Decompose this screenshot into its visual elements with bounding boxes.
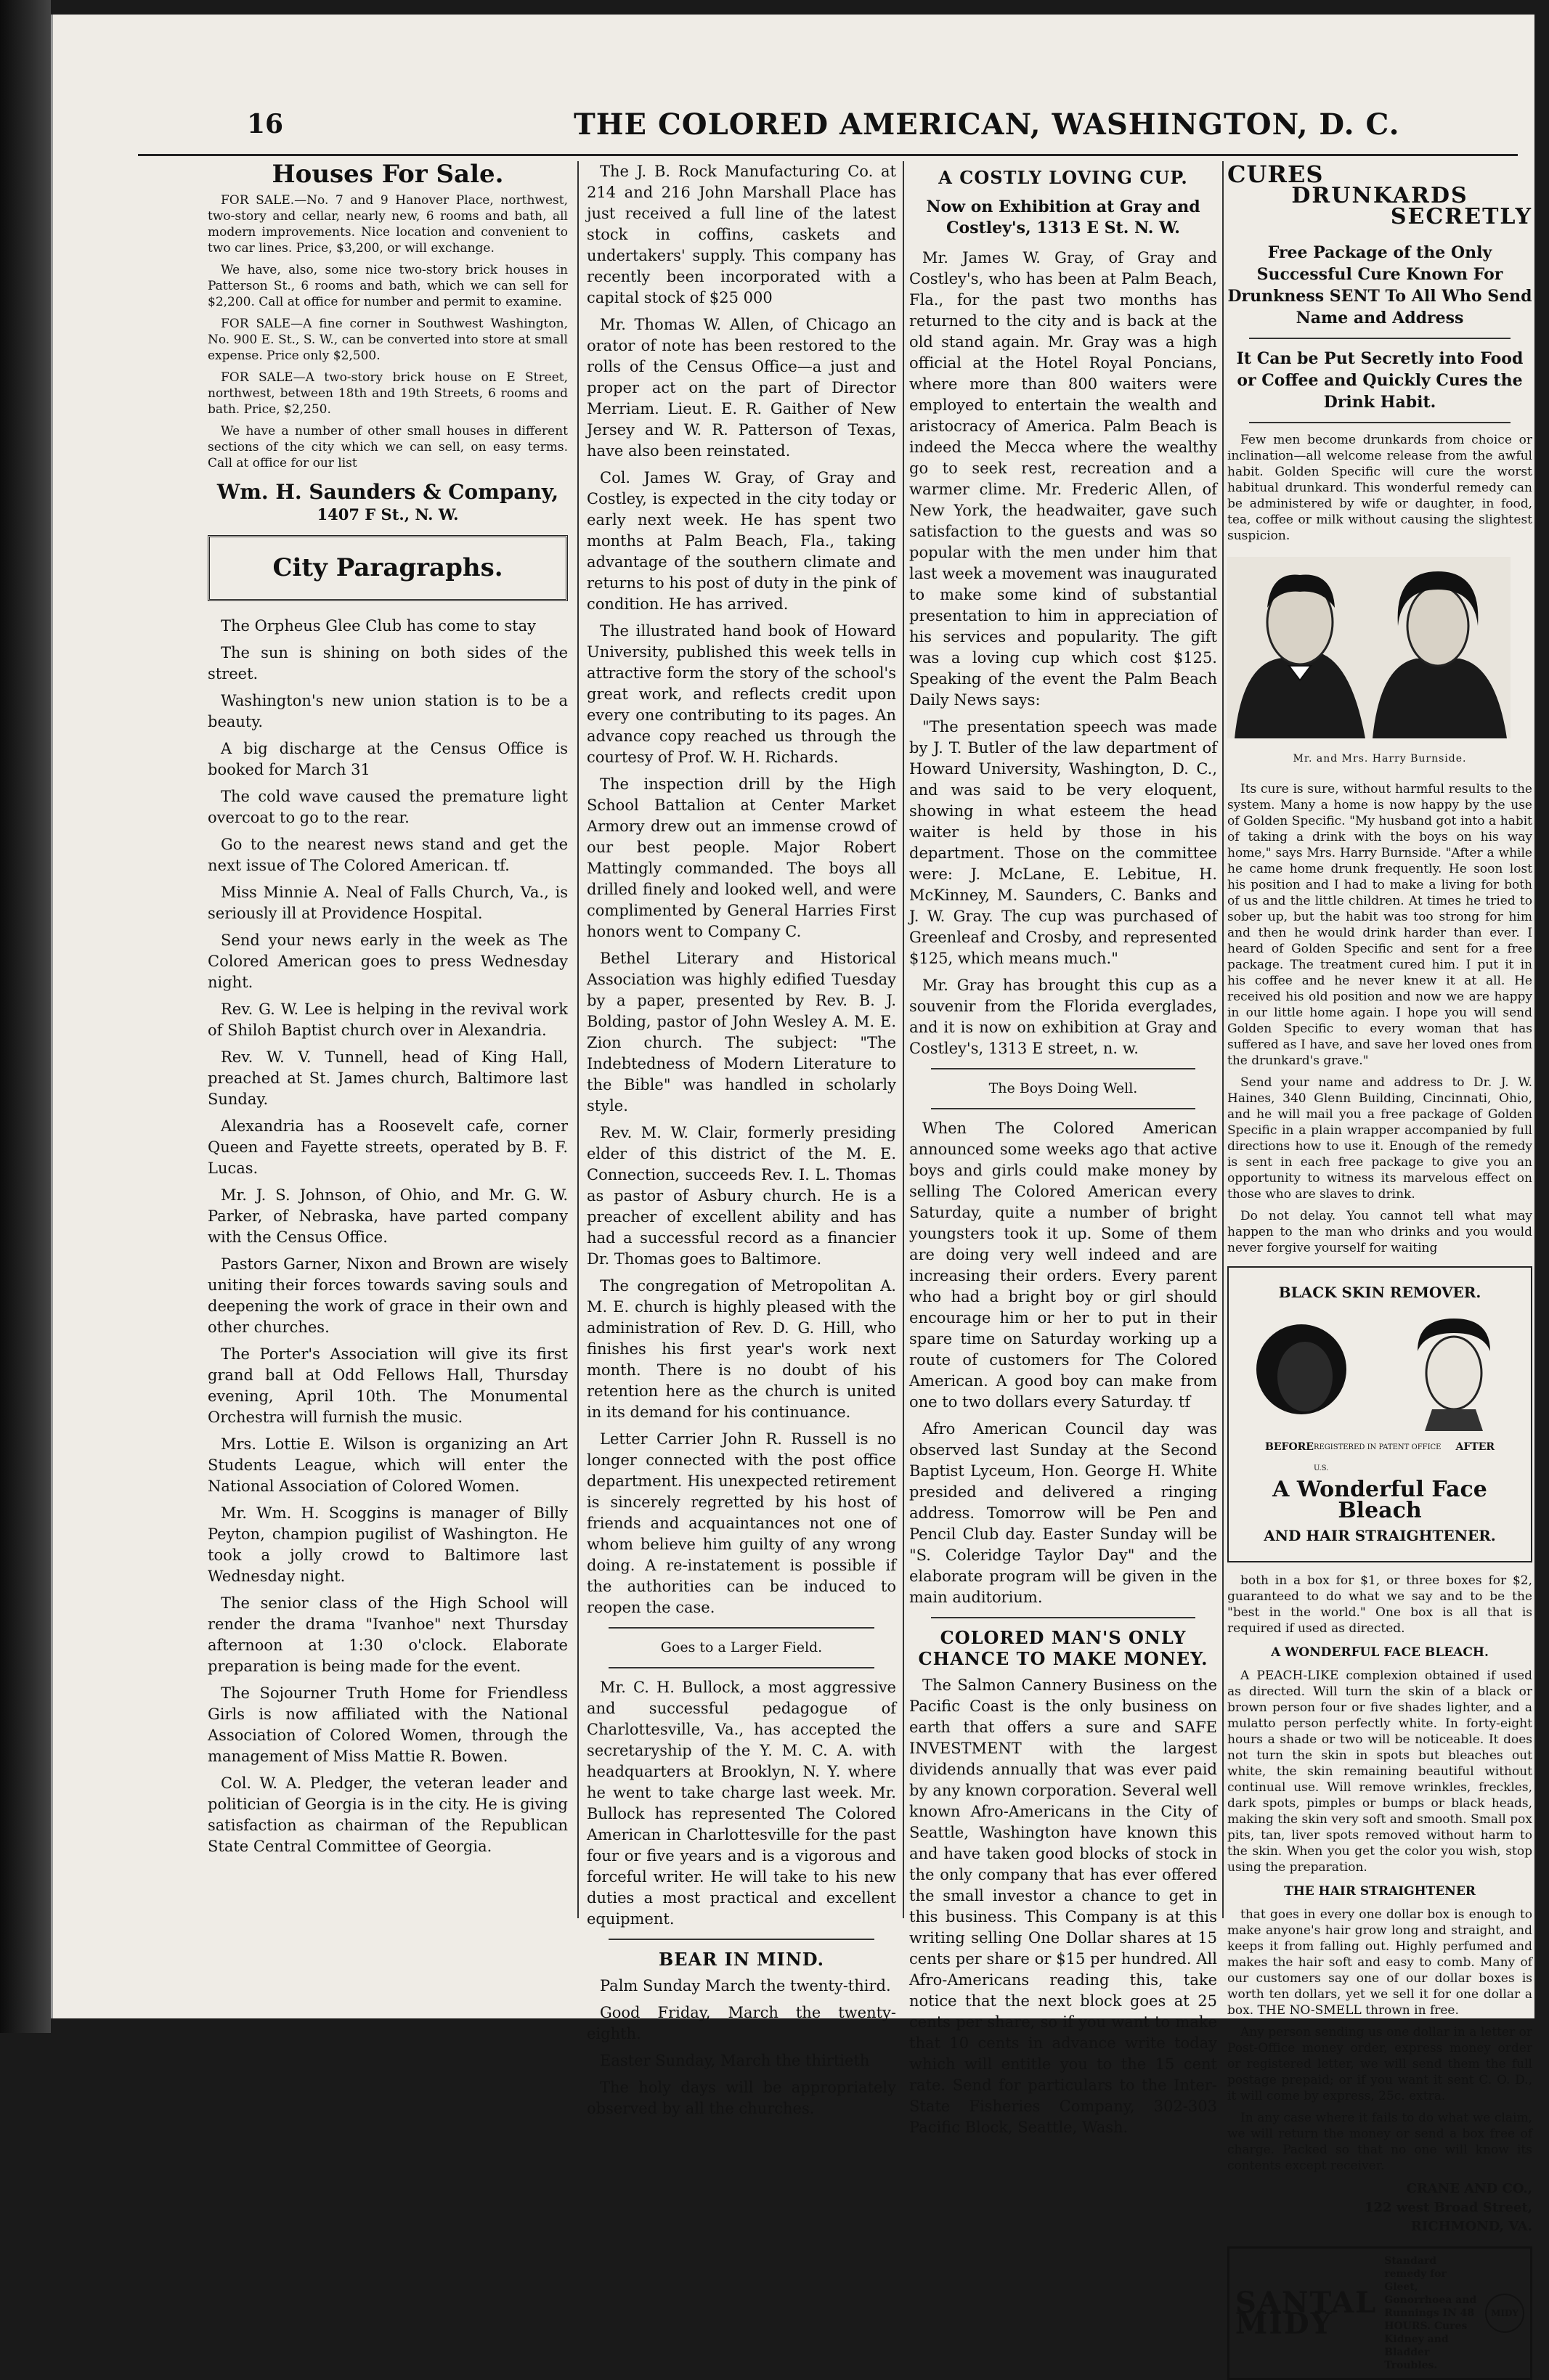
column-divider <box>577 161 579 1918</box>
bear-paragraph: The holy days will be appropriately observed by all the churches. <box>587 2079 896 2117</box>
firm-name: Wm. H. Saunders & Company, <box>216 480 559 504</box>
divider-rule <box>1249 338 1511 339</box>
santal-midy-text: Standard remedy for Gleet, Gonorrhoea and Runnings IN 48 HOURS. Cures Kidney and Bladder Troubles. <box>1384 2255 1477 2371</box>
city-paragraph: Miss Minnie A. Neal of Falls Church, Va., is seriously ill at Providence Hospital. <box>208 884 568 922</box>
santal-midy-ad <box>1227 2246 1532 2380</box>
ad-free-package: Free Package of the Only Successful Cure Known For Drunkness SENT To All Who Send Name and Address <box>1227 243 1532 327</box>
news-paragraph: Letter Carrier John R. Russell is no longer connected with the post office department. His unexpected retirement is sincerely regretted by his host of friends and acquaintances not one of whom believe him guilty of any wrong doing. A re-instatement is possible if the authorities can be induced to reopen the case. <box>587 1430 896 1616</box>
houses-for-sale-heading: Houses For Sale. <box>272 160 504 189</box>
portrait-illustration <box>1227 557 1511 738</box>
ad-paragraph: Its cure is sure, without harmful results to the system. Many a home is now happy by the use of Golden Specific. "My husband got into a habit of taking a drink with the boys on his way home," says Mrs. Harry Burnside. "After a while he came home drunk frequently. He soon lost his position and I had to make a living for both of us and the little children. At times he tried to sober up, but the habit was too strong for him and then he would drink harder than ever. I heard of Golden Specific and sent for a free package. The treatment cured him. I put it in his coffee and he never knew it at all. He received his old position and now we are happy in our little home again. I hope you will send Golden Specific to every woman that has suffered as I have, and save her loved ones from the drunkard's grave." <box>1227 782 1532 1068</box>
ad-paragraph: that goes in every one dollar box is enough to make anyone's hair grow long and straight, and keeps it from falling out. Highly perfumed and makes the hair soft and easy to comb. Many of our customers say one of our dollar boxes is worth ten dollars, yet we sell it for one dollar a box. THE NO-SMELL thrown in free. <box>1227 1907 1532 2018</box>
before-after-labels <box>1236 1437 1524 1479</box>
column-divider <box>903 161 904 1918</box>
city-paragraph: Col. W. A. Pledger, the veteran leader and politician of Georgia is in the city. He is giving satisfaction as chairman of the Republican State Central Committee of Georgia. <box>208 1774 568 1855</box>
news-paragraph: Mr. Thomas W. Allen, of Chicago an orator of note has been restored to the rolls of the Census Office—a just and proper act on the part of Director Merriam. Lieut. E. R. Gaither of New Jersey and W. R. Patterson of Texas, have also been reinstated. <box>587 316 896 460</box>
city-paragraph: The cold wave caused the premature light overcoat to go to the rear. <box>208 788 568 826</box>
firm-address: 1407 F St., N. W. <box>317 505 459 523</box>
face-bleach-ad <box>1227 1266 1532 1562</box>
subheading-larger-field: Goes to a Larger Field. <box>660 1639 823 1655</box>
ad-paragraph: A PEACH-LIKE complexion obtained if used as directed. Will turn the skin of a black or brown person four or five shades lighter, and a mulatto person perfectly white. In forty-eight hours a shade or two will be noticeable. It does not turn the skin in spots but bleaches out white, the skin remaining beautiful without continual use. Will remove wrinkles, freckles, dark spots, pimples or bumps or black heads, making the skin very soft and smooth. Small pox pits, tan, liver spots removed without harm to the skin. When you get the color you wish, stop using the preparation. <box>1227 1668 1532 1875</box>
divider-rule <box>931 1068 1195 1069</box>
news-paragraph: "The presentation speech was made by J. T. Butler of the law department of Howard University, Washington, D. C., and was said to be very eloquent, showing in what esteem the head waiter is held by those in his department. Those on the committee were: J. McLane, E. Lebitue, H. McKinney, M. Saunders, C. Banks and J. W. Gray. The cup was purchased of Greenleaf and Crosby, and represented $125, which means much." <box>909 718 1217 967</box>
listing-paragraph: FOR SALE.—No. 7 and 9 Hanover Place, northwest, two-story and cellar, nearly new, 6 rooms and bath, all modern improvements. Nice location and convenient to two car lines. Price, $3,200, or will exchange. <box>208 193 568 256</box>
ad-paragraph: Do not delay. You cannot tell what may happen to the man who drinks and you would never forgive yourself for waiting <box>1227 1209 1532 1255</box>
bear-paragraph: Easter Sunday, March the thirtieth <box>600 2052 870 2069</box>
subheading-boys: The Boys Doing Well. <box>988 1080 1138 1096</box>
city-paragraph: The Orpheus Glee Club has come to stay <box>221 617 536 635</box>
divider-rule <box>931 1108 1195 1109</box>
after-label: AFTER <box>1455 1441 1495 1453</box>
bear-in-mind-heading: BEAR IN MIND. <box>658 1949 825 1970</box>
ad-secretly-heading: SECRETLY <box>1390 204 1532 229</box>
advertiser-street: 122 west Broad Street, <box>1364 2200 1532 2215</box>
news-paragraph: Bethel Literary and Historical Association was highly edified Tuesday by a paper, presented by Rev. B. J. Bolding, pastor of John Wesley A. M. E. Zion church. The subject: "The Indebtedness of Modern Literature to the Bible" was handled in scholarly style. <box>587 950 896 1114</box>
bear-paragraph: Palm Sunday March the twenty-third. <box>600 1977 891 1994</box>
hair-straightener-subheading: AND HAIR STRAIGHTENER. <box>1264 1527 1496 1544</box>
ad-paragraph: The Salmon Cannery Business on the Pacific Coast is the only business on earth that offers a sure and SAFE INVESTMENT with the largest dividends annually that was ever paid by any known corporation. Several well known Afro-Americans in the City of Seattle, Washington have known this and have taken good blocks of stock in the only company that has ever offered the small investor a chance to get in this business. This Company is at this writing selling One Dollar shares at 15 cents per share or $15 per hundred. All Afro-Americans reading this, take notice that the next block goes at 25 cents per share, so if you want to make that 10 cents in advance write today which will entitle you to the 15 cent rate. Send for particulars to the Inter-State Fisheries Company, 302-303 Pacific Block, Seattle, Wash. <box>909 1676 1217 2136</box>
city-paragraph: A big discharge at the Census Office is booked for March 31 <box>208 740 568 778</box>
ad-cures-heading: CURES <box>1227 160 1324 188</box>
news-paragraph: Col. James W. Gray, of Gray and Costley, is expected in the city today or early next week. He has spent two months at Palm Beach, Fla., taking advantage of the southern climate and returns to his post of duty in the pink of condition. He has arrived. <box>587 469 896 613</box>
bleach-title: A WONDERFUL FACE BLEACH. <box>1271 1645 1489 1660</box>
listing-paragraph: FOR SALE—A two-story brick house on E Street, northwest, between 18th and 19th Streets, 6 rooms and bath. Price, $2,250. <box>208 370 568 417</box>
city-paragraph: The Sojourner Truth Home for Friendless Girls is now affiliated with the National Association of Colored Women, through the management of Miss Mattie R. Bowen. <box>208 1684 568 1765</box>
bear-paragraph: Good Friday, March the twenty-eighth. <box>587 2004 896 2042</box>
city-paragraph: Alexandria has a Roosevelt cafe, corner Queen and Fayette streets, operated by B. F. Lucas. <box>208 1117 568 1177</box>
santal-midy-logo: SANTAL MIDY <box>1235 2286 1378 2341</box>
column-2 <box>587 161 896 2117</box>
news-paragraph: Mr. Gray has brought this cup as a souvenir from the Florida everglades, and it is now on exhibition at Gray and Costley's, 1313 E street, n. w. <box>909 977 1217 1057</box>
news-paragraph: The illustrated hand book of Howard University, published this week tells in attractive form the story of the school's great work, and reflects credit upon every one contributing to its pages. An advance copy reached us through the courtesy of Prof. W. H. Richards. <box>587 622 896 766</box>
ad-paragraph: Any person sending us one dollar in a letter or Post-Office money order, express money order or registered letter, we will send them the full postage prepaid; or if you want it sent C. O. D., it will come by express, 25c. extra. <box>1227 2025 1532 2103</box>
before-label: BEFORE <box>1265 1441 1314 1453</box>
divider-rule <box>609 1667 874 1668</box>
city-paragraph: Mr. J. S. Johnson, of Ohio, and Mr. G. W. Parker, of Nebraska, have parted company with the Census Office. <box>208 1186 568 1246</box>
masthead: THE COLORED AMERICAN, WASHINGTON, D. C. <box>574 107 1400 142</box>
city-paragraph: The Porter's Association will give its first grand ball at Odd Fellows Hall, Thursday evening, April 10th. The Monumental Orchestra will furnish the music. <box>208 1345 568 1426</box>
city-paragraphs-heading: City Paragraphs. <box>208 535 568 601</box>
news-paragraph: Rev. M. W. Clair, formerly presiding elder of this district of the M. E. Connection, succeeds Rev. I. L. Thomas as pastor of Asbury church. He is a preacher of excellent ability and has had a successful record as a financier Dr. Thomas goes to Baltimore. <box>587 1124 896 1268</box>
news-paragraph: Mr. C. H. Bullock, a most aggressive and successful pedagogue of Charlottesville, Va., has accepted the secretaryship of the Y. M. C. A. with headquarters at Brooklyn, N. Y. where he went to take charge last week. Mr. Bullock has represented The Colored American in Charlottesville for the past four or five years and is a vigorous and forceful writer. He will take to his new duties a most practical and excellent equipment. <box>587 1679 896 1928</box>
loving-cup-subheading: Now on Exhibition at Gray and Costley's, 1313 E St. N. W. <box>926 197 1200 237</box>
listing-paragraph: FOR SALE—A fine corner in Southwest Washington, No. 900 E. St., S. W., can be converted into store at small expense. Price only $2,500. <box>208 317 568 363</box>
divider-rule <box>1249 422 1511 423</box>
city-paragraph: The senior class of the High School will render the drama "Ivanhoe" next Thursday afternoon at 1:30 o'clock. Elaborate preparation is being made for the event. <box>208 1594 568 1675</box>
city-paragraph: Go to the nearest news stand and get the next issue of The Colored American. tf. <box>208 836 568 874</box>
ad-paragraph: Few men become drunkards from choice or inclination—all welcome release from the awful habit. Golden Specific will cure the worst habitual drunkard. This wonderful remedy can be administered by wife or daughter, in food, tea, coffee or milk without causing the slightest suspicion. <box>1227 433 1532 543</box>
column-3 <box>909 161 1217 2136</box>
listing-paragraph: We have, also, some nice two-story brick houses in Patterson St., 6 rooms and bath, which we can sell for $2,200. Call at office for number and permit to examine. <box>208 263 568 309</box>
city-paragraph: Rev. W. V. Tunnell, head of King Hall, preached at St. James church, Baltimore last Sunday. <box>208 1048 568 1108</box>
before-after-illustration <box>1236 1308 1519 1431</box>
news-paragraph: The J. B. Rock Manufacturing Co. at 214 and 216 John Marshall Place has just received a full line of the latest stock in coffins, caskets and undertakers' supply. This company has recently been incorporated with a capital stock of $25 000 <box>587 163 896 306</box>
city-paragraph: Pastors Garner, Nixon and Brown are wisely uniting their forces towards saving souls and deepening the work of grace in their own and other churches. <box>208 1255 568 1336</box>
ad-secret-text: It Can be Put Secretly into Food or Coffee and Quickly Cures the Drink Habit. <box>1236 349 1524 412</box>
face-bleach-heading: A Wonderful Face Bleach <box>1272 1477 1487 1523</box>
news-paragraph: Mr. James W. Gray, of Gray and Costley's, who has been at Palm Beach, Fla., for the past two months has returned to the city and is back at the old stand again. Mr. Gray was a high official at the Hotel Royal Poncians, where more than 800 waiters were employed to entertain the wealth and aristocracy of America. Palm Beach is indeed the Mecca where the wealthy go to seek rest, recreation and a warmer clime. Mr. Frederic Allen, of New York, the headwaiter, gave such satisfaction to the guests and was so popular with the men under him that last week a movement was inaugurated to make some kind of substantial presentation to him in appreciation of his services and popularity. The gift was a loving cup which cost $125. Speaking of the event the Palm Beach Daily News says: <box>909 249 1217 709</box>
news-paragraph: When The Colored American announced some weeks ago that active boys and girls could make money by selling The Colored American every Saturday, quite a number of bright youngsters took it up. Some of them are doing very well indeed and are increasing their orders. Every parent who had a bright boy or girl should encourage him or her to put in their spare time on Saturday working up a route of customers for The Colored American. A good boy can make from one to two dollars every Saturday. tf <box>909 1120 1217 1411</box>
column-1 <box>208 161 568 1947</box>
column-4 <box>1227 160 1532 2371</box>
divider-rule <box>931 1617 1195 1618</box>
city-paragraph: The sun is shining on both sides of the street. <box>208 644 568 682</box>
city-paragraph: Send your news early in the week as The Colored American goes to press Wednesday night. <box>208 932 568 991</box>
black-skin-remover-heading: BLACK SKIN REMOVER. <box>1278 1284 1481 1301</box>
divider-rule <box>609 1627 874 1629</box>
registered-mark: REGISTERED IN PATENT OFFICE U.S. <box>1313 1443 1442 1472</box>
advertiser-city: RICHMOND, VA. <box>1410 2219 1532 2234</box>
listing-paragraph: We have a number of other small houses in different sections of the city which we can sell, on easy terms. Call at office for our list <box>208 424 568 470</box>
ad-paragraph: Send your name and address to Dr. J. W. Haines, 340 Glenn Building, Cincinnati, Ohio, and he will mail you a free package of Golden Specific in a plain wrapper accompanied by full directions how to use it. Enough of the remedy is sent in each free package to give you an opportunity to witness its marvelous effect on those who are slaves to drink. <box>1227 1075 1532 1202</box>
page-number: 16 <box>247 109 284 139</box>
midy-badge: MIDY <box>1485 2294 1524 2333</box>
city-paragraph: Rev. G. W. Lee is helping in the revival work of Shiloh Baptist church over in Alexandria. <box>208 1001 568 1039</box>
header-rule <box>138 154 1518 156</box>
book-binding <box>0 0 51 2033</box>
ad-paragraph: both in a box for $1, or three boxes for $2, guaranteed to do what we say and to be the "best in the world." One box is all that is required if used as directed. <box>1227 1573 1532 1636</box>
loving-cup-heading: A COSTLY LOVING CUP. <box>938 167 1188 188</box>
portrait-caption: Mr. and Mrs. Harry Burnside. <box>1293 753 1467 765</box>
news-paragraph: Afro American Council day was observed last Sunday at the Second Baptist Lyceum, Hon. George H. White presided and delivered a ringing address. Tomorrow will be Pen and Pencil Club day. Easter Sunday will be "S. Coleridge Taylor Day" and the elaborate program will be given in the main auditorium. <box>909 1420 1217 1606</box>
advertiser-signature <box>1227 2180 1532 2236</box>
news-paragraph: The inspection drill by the High School Battalion at Center Market Armory drew out an immense crowd of our best people. Major Robert Mattingly commanded. The boys all drilled finely and looked well, and were complimented by General Harries First honors went to Company C. <box>587 775 896 940</box>
city-paragraph: Mrs. Lottie E. Wilson is organizing an Art Students League, which will enter the National Association of Colored Women. <box>208 1435 568 1495</box>
ad-drunkards-heading: DRUNKARDS <box>1291 183 1468 208</box>
advertiser-name: CRANE AND CO., <box>1406 2181 1532 2196</box>
column-divider <box>1222 161 1224 1918</box>
city-paragraph: Mr. Wm. H. Scoggins is manager of Billy Peyton, champion pugilist of Washington. He took a jolly crowd to Baltimore last Wednesday night. <box>208 1504 568 1585</box>
make-money-heading: COLORED MAN'S ONLY CHANCE TO MAKE MONEY. <box>918 1627 1208 1669</box>
ad-paragraph: In any case where it fails to do what we claim, we will return the money or send a box free of charge. Packed so that no one will know its contents except receiver. <box>1227 2111 1532 2173</box>
divider-rule <box>609 1939 874 1940</box>
city-paragraph: Washington's new union station is to be a beauty. <box>208 692 568 730</box>
news-paragraph: The congregation of Metropolitan A. M. E. church is highly pleased with the administration of Rev. D. G. Hill, who finishes his first year's work next month. There is no doubt of his retention here as the church is united in its demand for his continuance. <box>587 1277 896 1421</box>
houses-listings <box>208 192 568 471</box>
hair-title: THE HAIR STRAIGHTENER <box>1284 1884 1476 1899</box>
